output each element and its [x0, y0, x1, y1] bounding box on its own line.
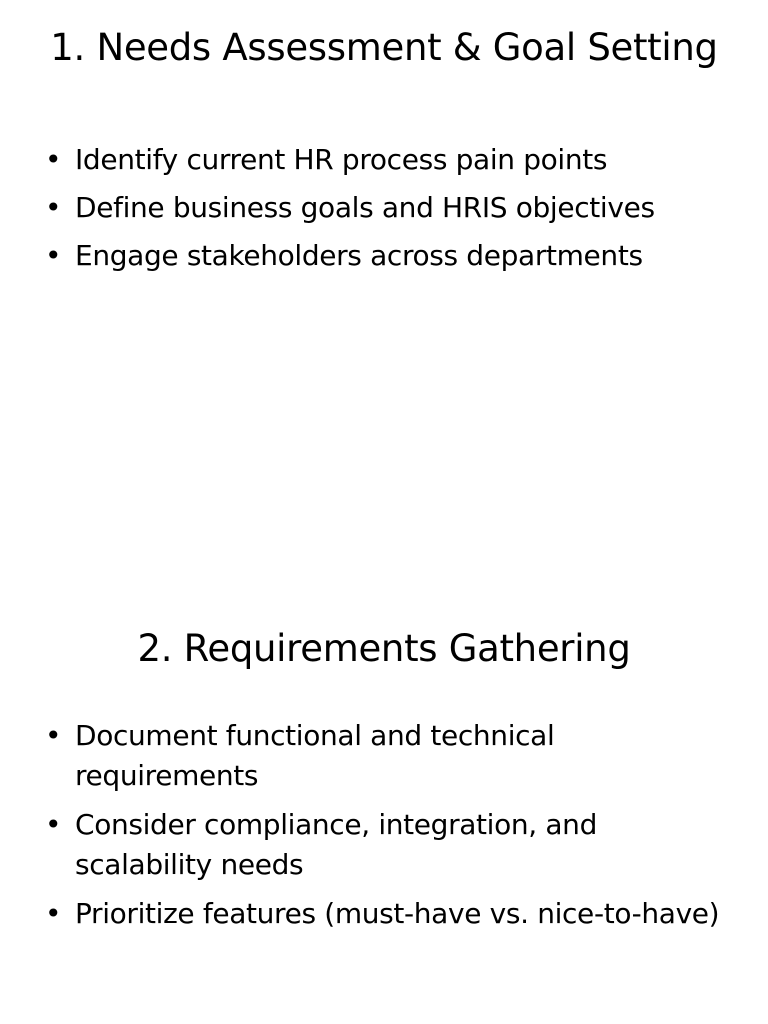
- bullet-item: [40, 894, 740, 934]
- bullet-text: Consider compliance, integration, and scalability needs: [75, 808, 598, 881]
- slide-title: 2. Requirements Gathering: [137, 627, 631, 670]
- slide-title: 1. Needs Assessment & Goal Setting: [50, 26, 718, 69]
- bullet-list: [40, 716, 740, 943]
- bullet-icon: •: [45, 719, 62, 752]
- bullet-icon: •: [45, 808, 62, 841]
- bullet-text: Prioritize features (must-have vs. nice-to-have): [75, 897, 720, 930]
- bullet-text: Identify current HR process pain points: [75, 143, 608, 176]
- bullet-text: Engage stakeholders across departments: [75, 239, 643, 272]
- bullet-item: [40, 716, 740, 796]
- bullet-icon: •: [45, 239, 62, 272]
- bullet-item: [40, 188, 740, 228]
- bullet-icon: •: [45, 143, 62, 176]
- bullet-list: [40, 140, 740, 284]
- bullet-text: Document functional and technical requirements: [75, 719, 555, 792]
- bullet-item: [40, 236, 740, 276]
- bullet-icon: •: [45, 191, 62, 224]
- slide-requirements-gathering: [0, 512, 768, 1024]
- bullet-item: [40, 805, 740, 885]
- bullet-text: Define business goals and HRIS objectives: [75, 191, 655, 224]
- bullet-icon: •: [45, 897, 62, 930]
- bullet-item: [40, 140, 740, 180]
